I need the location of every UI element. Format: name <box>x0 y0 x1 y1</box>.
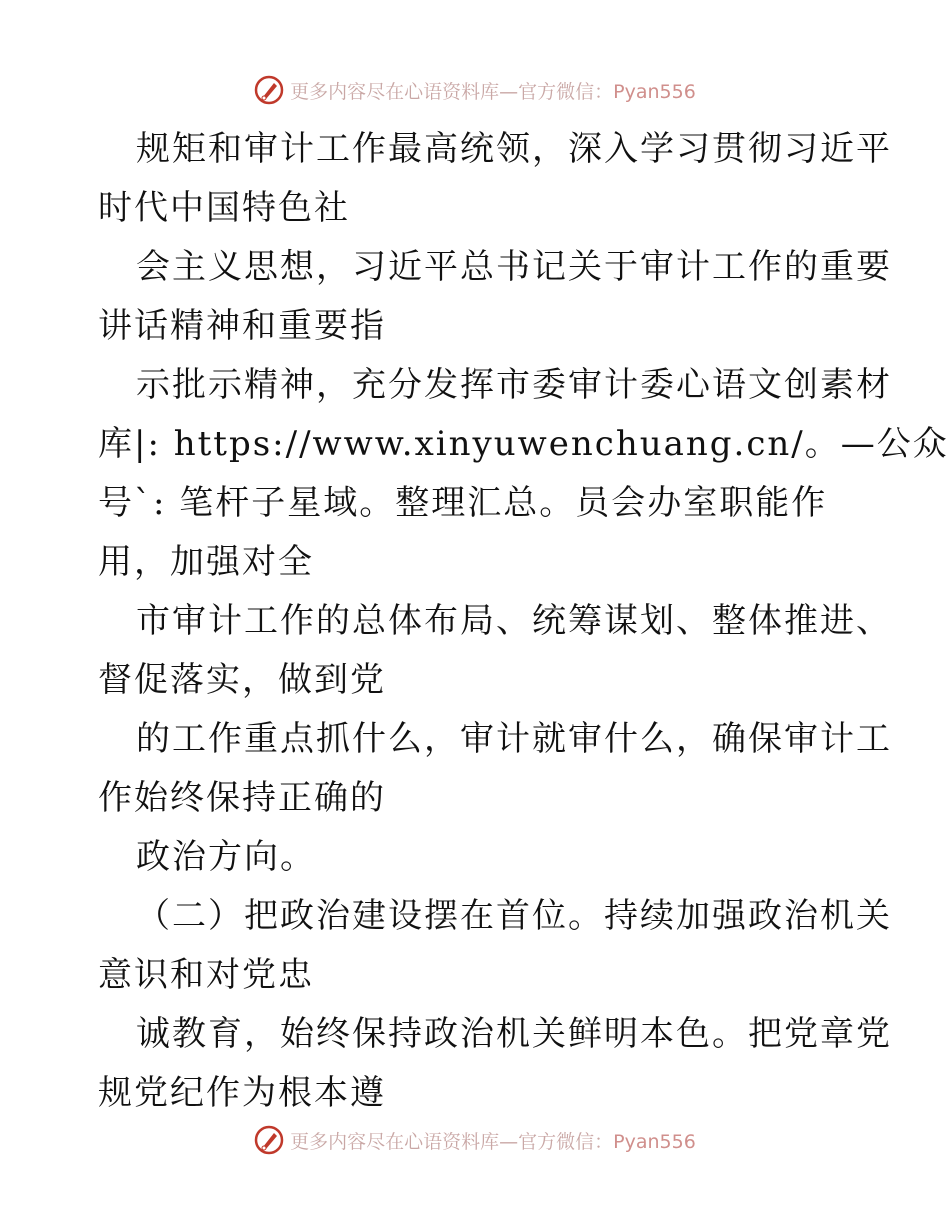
footer-banner-handle: Pyan556 <box>613 1130 696 1153</box>
header-banner-text: 更多内容尽在心语资料库—官方微信：Pyan556 <box>290 80 696 103</box>
text-line: 时代中国特色社 <box>98 188 350 228</box>
text-line: （二）把政治建设摆在首位。持续加强政治机关 <box>136 896 892 936</box>
footer-banner-text: 更多内容尽在心语资料库—官方微信：Pyan556 <box>290 1130 696 1153</box>
text-line: 诚教育，始终保持政治机关鲜明本色。把党章党 <box>136 1014 892 1054</box>
header-banner <box>0 72 950 108</box>
footer-banner <box>0 1122 950 1158</box>
pen-logo-icon <box>254 75 284 105</box>
text-line: 示批示精神，充分发挥市委审计委心语文创素材 <box>136 365 892 405</box>
header-banner-handle: Pyan556 <box>613 80 696 103</box>
text-line: 规党纪作为根本遵 <box>98 1073 386 1113</box>
text-line: 用，加强对全 <box>98 542 314 582</box>
text-line: 讲话精神和重要指 <box>98 306 386 346</box>
text-line: 督促落实，做到党 <box>98 660 386 700</box>
text-line: 意识和对党忠 <box>98 955 314 995</box>
text-line: 库|: https://www.xinyuwenchuang.cn/。—公众 <box>98 424 949 464</box>
text-line: 号`: 笔杆子星域。整理汇总。员会办室职能作 <box>98 483 828 523</box>
pen-logo-icon <box>254 1125 284 1155</box>
document-body <box>98 120 949 1123</box>
text-line: 规矩和审计工作最高统领，深入学习贯彻习近平 <box>136 129 892 169</box>
text-line: 会主义思想，习近平总书记关于审计工作的重要 <box>136 247 892 287</box>
text-line: 政治方向。 <box>136 837 316 877</box>
text-line: 市审计工作的总体布局、统筹谋划、整体推进、 <box>136 601 892 641</box>
text-line: 作始终保持正确的 <box>98 778 386 818</box>
text-line: 的工作重点抓什么，审计就审什么，确保审计工 <box>136 719 892 759</box>
